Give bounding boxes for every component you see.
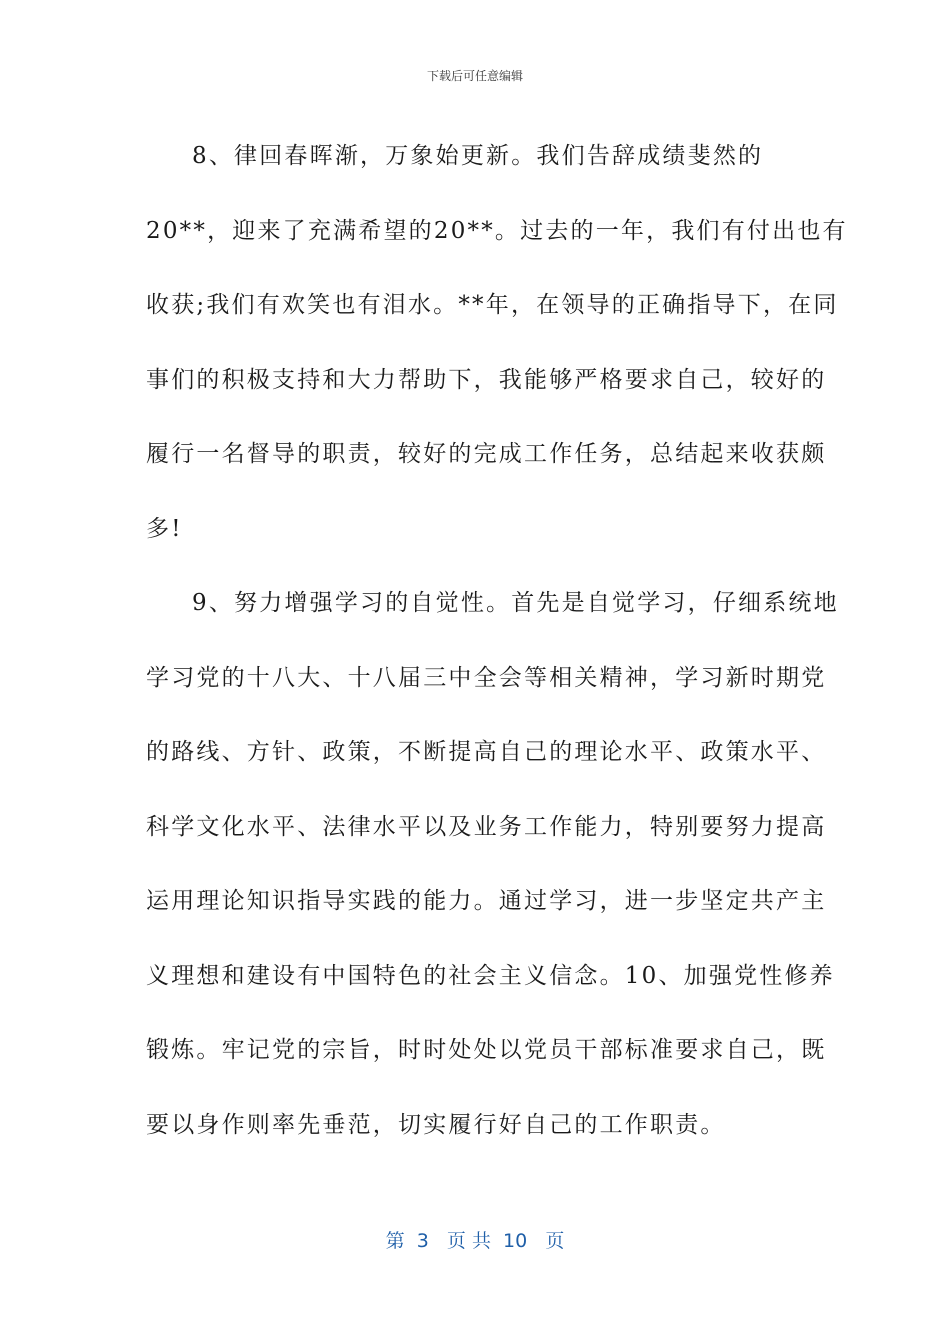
document-body <box>146 119 848 1162</box>
paragraph-line: 9、努力增强学习的自觉性。首先是自觉学习，仔细系统地 <box>192 590 839 616</box>
paragraph-line: 履行一名督导的职责，较好的完成工作任务，总结起来收获颇 <box>146 441 827 467</box>
paragraph-line: 义理想和建设有中国特色的社会主义信念。10、加强党性修养 <box>146 962 835 989</box>
paragraph-line: 事们的积极支持和大力帮助下，我能够严格要求自己，较好的 <box>146 366 827 393</box>
header-note: 下载后可任意编辑 <box>426 69 523 83</box>
paragraph-line: 的路线、方针、政策，不断提高自己的理论水平、政策水平、 <box>146 739 827 765</box>
paragraph-line: 20**，迎来了充满希望的20**。过去的一年，我们有付出也有 <box>146 217 848 244</box>
page-number: 第 3 页 共 10 页 <box>385 1230 565 1252</box>
paragraph-line: 学习党的十八大、十八届三中全会等相关精神，学习新时期党 <box>146 664 827 691</box>
paragraph-line: 8、律回春晖渐，万象始更新。我们告辞成绩斐然的 <box>192 143 764 169</box>
paragraph-line: 多! <box>146 515 183 542</box>
paragraph-line: 锻炼。牢记党的宗旨，时时处处以党员干部标准要求自己，既 <box>146 1037 827 1063</box>
paragraph-line: 科学文化水平、法律水平以及业务工作能力，特别要努力提高 <box>146 813 827 840</box>
paragraph-line: 收获;我们有欢笑也有泪水。**年，在领导的正确指导下，在同 <box>146 292 839 318</box>
paragraph-line: 要以身作则率先垂范，切实履行好自己的工作职责。 <box>146 1111 726 1138</box>
paragraph-line: 运用理论知识指导实践的能力。通过学习，进一步坚定共产主 <box>146 888 827 914</box>
